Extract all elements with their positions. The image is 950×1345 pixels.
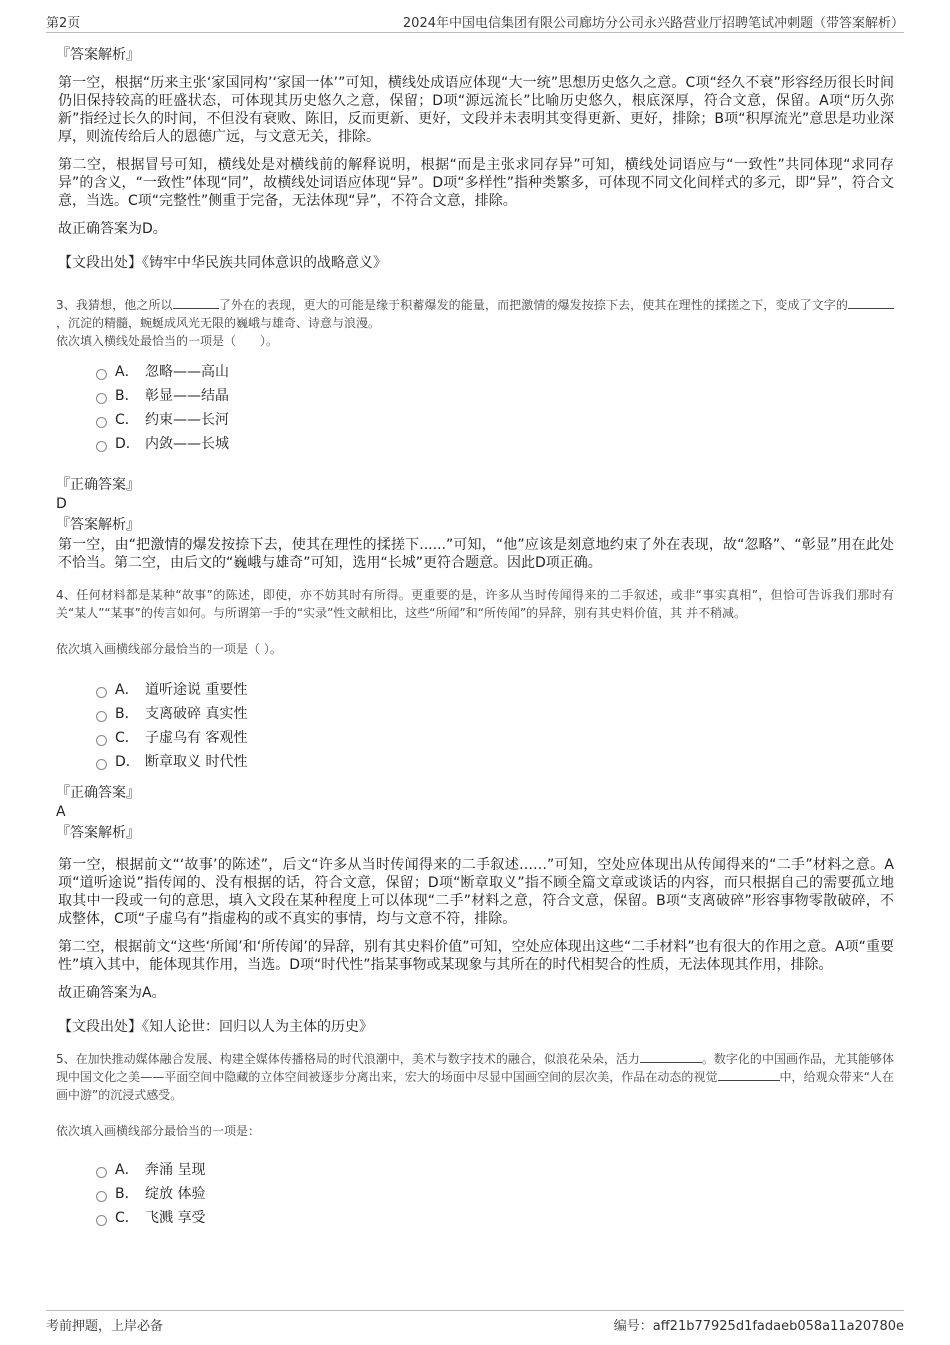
option-letter: A． (115, 364, 139, 380)
option-letter: C． (115, 730, 139, 746)
option-text: 飞溅 享受 (145, 1210, 206, 1226)
page-footer (46, 1310, 904, 1335)
option-text: 断章取义 时代性 (145, 754, 248, 770)
option-text: 奔涌 呈现 (145, 1162, 206, 1178)
fill-blank (848, 296, 894, 309)
fill-blank (640, 1050, 702, 1063)
answer-label: 『正确答案』 (56, 477, 140, 493)
option-b[interactable] (96, 1182, 894, 1206)
option-a[interactable] (96, 678, 894, 702)
option-letter: B． (115, 1186, 139, 1202)
question-4-stem: 4、任何材料都是某种“故事”的陈述，即使，亦不妨其时有所得。更重要的是，许多从当时传闻得来的二手叙述，或非“事实真相”，但恰可告诉我们那时有关“某人”“某事”的传言如何。与所谓第一手的“实录”性文献相比，这些“所闻”和“所传闻”的异辞，别有其史料价值，其 并不稍减。 (56, 588, 894, 620)
stem-text: 3、我猜想，他之所以 (56, 298, 173, 312)
footer-slogan: 考前押题，上岸必备 (46, 1319, 164, 1334)
stem-text: 中，给观众带来“人在画中游”的沉浸式感受。 (56, 1070, 894, 1102)
option-text: 支离破碎 真实性 (145, 706, 248, 722)
source-citation: 【文段出处】《铸牢中华民族共同体意识的战略意义》 (58, 255, 387, 271)
option-a[interactable] (96, 360, 894, 384)
option-text: 绽放 体验 (145, 1186, 206, 1202)
option-letter: B． (115, 388, 139, 404)
document-title: 2024年中国电信集团有限公司廊坊分公司永兴路营业厅招聘笔试冲刺题（带答案解析） (402, 16, 904, 31)
question-5-stem (56, 1050, 894, 1104)
option-letter: A． (115, 682, 139, 698)
option-letter: D． (115, 436, 140, 452)
correct-answer: A (56, 804, 66, 820)
fill-blank (718, 1068, 780, 1081)
option-text: 彰显——结晶 (145, 388, 229, 404)
radio-icon[interactable] (96, 759, 107, 770)
question-5-options (96, 1158, 894, 1230)
radio-icon[interactable] (96, 393, 107, 404)
analysis-paragraph: 第二空，根据前文“这些‘所闻’和‘所传闻’的异辞，别有其史料价值”可知，空处应体现出这些“二手材料”也有很大的作用之意。A项“重要性”填入其中，能体现其作用，当选。D项“时代性”指某事物或某现象与其所在的时代相契合的性质，无法体现其作用，排除。 (58, 939, 894, 973)
option-text: 忽略——高山 (145, 364, 229, 380)
radio-icon[interactable] (96, 417, 107, 428)
stem-text: 5、在加快推动媒体融合发展、构建全媒体传播格局的时代浪潮中，美术与数字技术的融合，似浪花朵朵，活力 (56, 1052, 640, 1066)
analysis-label: 『答案解析』 (56, 825, 140, 841)
option-text: 道听途说 重要性 (145, 682, 248, 698)
option-letter: A． (115, 1162, 139, 1178)
answer-label: 『正确答案』 (56, 785, 140, 801)
radio-icon[interactable] (96, 1191, 107, 1202)
option-text: 约束——长河 (145, 412, 229, 428)
option-c[interactable] (96, 726, 894, 750)
radio-icon[interactable] (96, 1215, 107, 1226)
question-3-stem (56, 296, 894, 332)
analysis-paragraph: 第一空，根据前文“‘故事’的陈述”，后文“许多从当时传闻得来的二手叙述……”可知，空处应体现出从传闻得来的“二手”材料之意。A项“道听途说”指传闻的、没有根据的话，符合文意，保留；D项“断章取义”指不顾全篇文章或谈话的内容，而只根据自己的需要孤立地取其中一段或一句的意思，填入文段在某种程度上可以体现“二手”材料之意，符合文意，保留。B项“支离破碎”形容事物零散破碎，不成整体，C项“子虚乌有”指虚构的或不真实的事情，均与文意不符，排除。 (58, 857, 894, 927)
option-c[interactable] (96, 1206, 894, 1230)
analysis-paragraph: 第一空，根据“历来主张‘家国同构’‘家国一体’”可知，横线处成语应体现“大一统”思想历史悠久之意。C项“经久不衰”形容经历很长时间仍旧保持较高的旺盛状态，可体现其历史悠久之意，保留；D项“源远流长”比喻历史悠久，根底深厚，符合文意，保留。A项“历久弥新”指经过长久的时间，不但没有衰败、陈旧，反而更新、更好，文段并未表明其变得更新、更好，排除；B项“积厚流光”意思是功业深厚，则流传给后人的恩德广远，与文意无关，排除。 (58, 75, 894, 145)
option-text: 子虚乌有 客观性 (145, 730, 248, 746)
option-letter: C． (115, 412, 139, 428)
page-number: 第2页 (46, 16, 81, 31)
option-letter: B． (115, 706, 139, 722)
question-prompt: 依次填入画横线部分最恰当的一项是： (56, 1124, 261, 1138)
option-d[interactable] (96, 750, 894, 774)
stem-text: 了外在的表现，更大的可能是缘于积蓄爆发的能量，而把激情的爆发按捺下去，使其在理性的揉搓之下，变成了文字的 (218, 298, 848, 312)
option-letter: D． (115, 754, 140, 770)
page-content (56, 44, 894, 1230)
question-4-options (96, 678, 894, 774)
radio-icon[interactable] (96, 735, 107, 746)
correct-answer: D (56, 496, 67, 512)
radio-icon[interactable] (96, 441, 107, 452)
question-3-options (96, 360, 894, 456)
analysis-paragraph: 第一空，由“把激情的爆发按捺下去，使其在理性的揉搓下......”可知，“他”应该是刻意地约束了外在表现，故“忽略”、“彰显”用在此处不恰当。第二空，由后文的“巍峨与雄奇”可知，选用“长城”更符合题意。因此D项正确。 (58, 537, 894, 571)
question-prompt: 依次填入横线处最恰当的一项是（ ）。 (56, 334, 279, 348)
option-letter: C． (115, 1210, 139, 1226)
stem-text: 。数字化的中国画作品，尤其能够体现中国文化之美——平面空间中隐藏的立体空间被逐步分离出来，宏大的场面中尽显中国画空间的层次美，作品在动态的视觉 (56, 1052, 894, 1084)
option-d[interactable] (96, 432, 894, 456)
page-header (46, 12, 904, 33)
radio-icon[interactable] (96, 711, 107, 722)
radio-icon[interactable] (96, 1167, 107, 1178)
option-b[interactable] (96, 702, 894, 726)
analysis-label: 『答案解析』 (56, 517, 140, 533)
conclusion: 故正确答案为A。 (58, 985, 166, 1001)
fill-blank (173, 296, 219, 309)
option-c[interactable] (96, 408, 894, 432)
analysis-label: 『答案解析』 (56, 47, 140, 63)
conclusion: 故正确答案为D。 (58, 221, 167, 237)
option-a[interactable] (96, 1158, 894, 1182)
source-citation: 【文段出处】《知人论世：回归以人为主体的历史》 (58, 1019, 373, 1035)
analysis-paragraph: 第二空，根据冒号可知，横线处是对横线前的解释说明，根据“而是主张求同存异”可知，横线处词语应与“一致性”共同体现“求同存异”的含义，“一致性”体现“同”，故横线处词语应体现“异”。D项“多样性”指种类繁多，可体现不同文化间样式的多元，即“异”，符合文意，当选。C项“完整性”侧重于完备，无法体现“异”，不符合文意，排除。 (58, 157, 894, 209)
document-id: 编号：aff21b77925d1fadaeb058a11a20780e (613, 1319, 904, 1334)
option-b[interactable] (96, 384, 894, 408)
radio-icon[interactable] (96, 369, 107, 380)
radio-icon[interactable] (96, 687, 107, 698)
stem-text: ，沉淀的精髓，蜿蜒成风光无限的巍峨与雄奇、诗意与浪漫。 (56, 316, 381, 330)
question-prompt: 依次填入画横线部分最恰当的一项是（ ）。 (56, 642, 282, 656)
option-text: 内敛——长城 (145, 436, 229, 452)
